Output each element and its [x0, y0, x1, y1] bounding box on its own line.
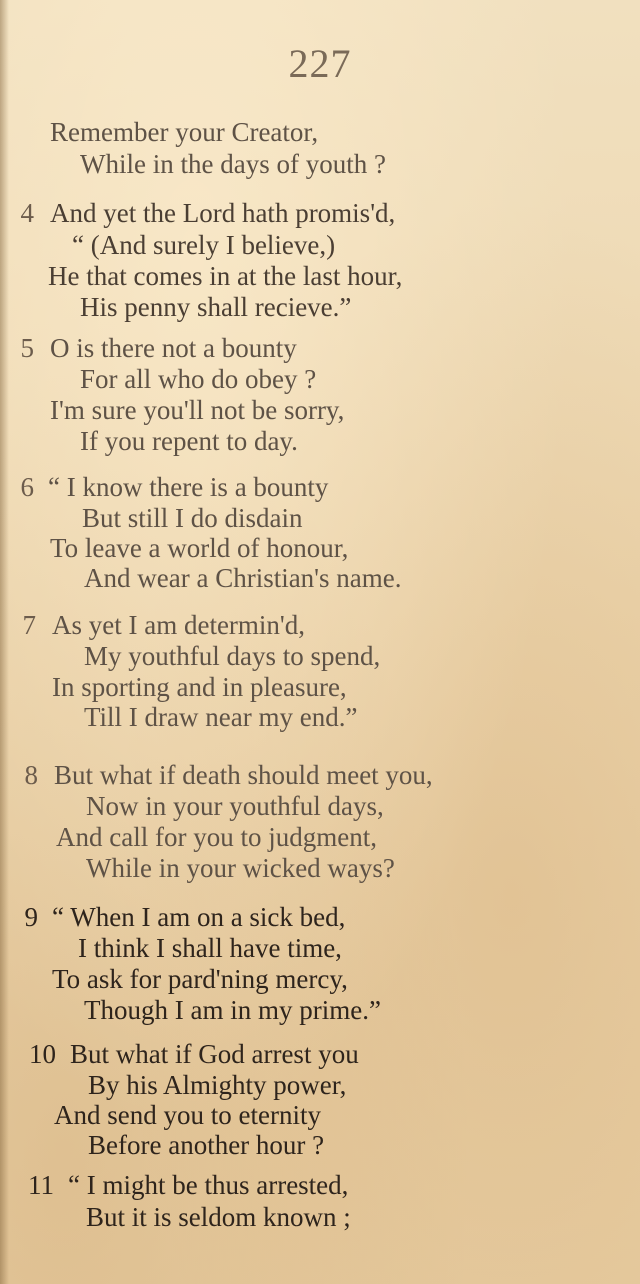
verse-line: And wear a Christian's name. — [84, 563, 402, 593]
stanza-number: 5 — [20, 333, 34, 363]
verse-line: “ I might be thus arrested, — [68, 1170, 349, 1200]
verse-line: O is there not a bounty — [50, 333, 297, 363]
verse-line: For all who do obey ? — [80, 364, 317, 394]
verse-line: To leave a world of honour, — [50, 533, 349, 563]
stanza-number: 6 — [20, 472, 34, 502]
stanza-number: 11 — [28, 1170, 54, 1200]
stanza-number: 4 — [20, 198, 34, 228]
verse-line: Before another hour ? — [88, 1130, 325, 1160]
verse-line: But what if death should meet you, — [54, 760, 433, 790]
verse-line: To ask for pard'ning mercy, — [52, 964, 348, 994]
stanza-number: 7 — [22, 610, 36, 640]
verse-line: And call for you to judgment, — [56, 822, 377, 852]
verse-line: Though I am in my prime.” — [84, 995, 381, 1025]
verse-line: My youthful days to spend, — [84, 641, 381, 671]
verse-line: His penny shall recieve.” — [80, 292, 352, 322]
verse-line: I think I shall have time, — [78, 933, 342, 963]
stanza-number: 9 — [24, 902, 38, 932]
verse-line: But it is seldom known ; — [86, 1202, 351, 1232]
verse-line: While in your wicked ways? — [86, 853, 395, 883]
verse-line: I'm sure you'll not be sorry, — [50, 395, 345, 425]
page-edge-shadow — [0, 0, 9, 1284]
verse-line: “ When I am on a sick bed, — [52, 902, 346, 932]
verse-line: And yet the Lord hath promis'd, — [50, 198, 396, 228]
stanza-number: 10 — [29, 1039, 56, 1069]
stanza-number: 8 — [24, 760, 38, 790]
verse-line: In sporting and in pleasure, — [52, 672, 347, 702]
verse-line: But what if God arrest you — [70, 1039, 359, 1069]
verse-line: He that comes in at the last hour, — [48, 261, 403, 291]
verse-line: But still I do disdain — [82, 503, 303, 533]
verse-line: Till I draw near my end.” — [84, 702, 358, 732]
verse-line: As yet I am determin'd, — [52, 610, 306, 640]
verse-line: Now in your youthful days, — [86, 791, 384, 821]
verse-line: By his Almighty power, — [88, 1070, 347, 1100]
verse-line: While in the days of youth ? — [80, 149, 386, 179]
verse-line: And send you to eternity — [54, 1100, 321, 1130]
verse-line: Remember your Creator, — [50, 117, 319, 147]
verse-line: If you repent to day. — [80, 426, 298, 456]
verse-line: “ (And surely I believe,) — [72, 230, 336, 260]
verse-line: “ I know there is a bounty — [48, 472, 329, 502]
page-number: 227 — [288, 41, 352, 86]
